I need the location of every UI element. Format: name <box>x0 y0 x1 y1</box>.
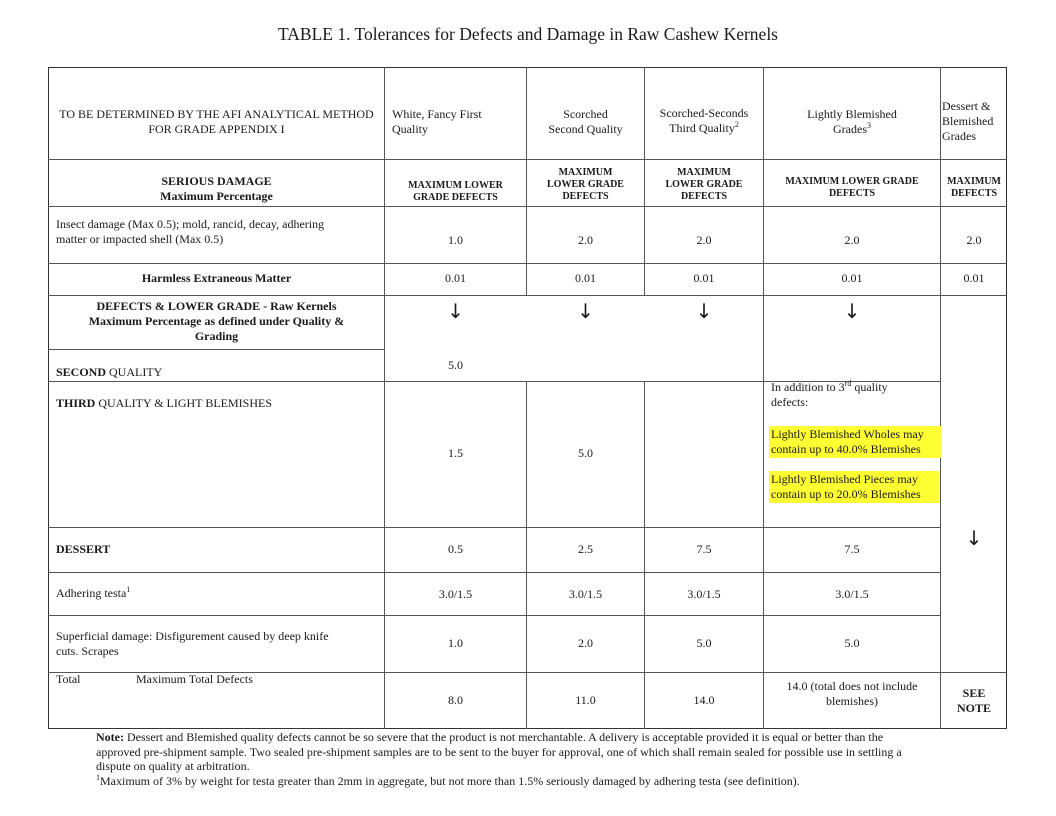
max-lower-grade-defects: MAXIMUM LOWER GRADE DEFECTS <box>665 167 743 202</box>
table-cell: 3.0/1.5 <box>835 587 869 601</box>
table-cell: 8.0 <box>448 693 463 707</box>
max-defects: MAXIMUM DEFECTS <box>947 176 1001 199</box>
table-cell: 0.5 <box>448 542 463 556</box>
max-total-defects-label: Maximum Total Defects <box>136 672 253 686</box>
table-cell: 2.5 <box>578 542 593 556</box>
table-cell: 2.0 <box>578 233 593 247</box>
table-cell: 0.01 <box>575 271 596 285</box>
table-cell: 2.0 <box>844 233 860 247</box>
blemished-wholes-note: Lightly Blemished Wholes may contain up to 40.0% Blemishes <box>771 427 924 456</box>
table-cell: 7.5 <box>844 542 860 556</box>
serious-damage-header: SERIOUS DAMAGE Maximum Percentage <box>160 174 273 203</box>
harmless-matter-label: Harmless Extraneous Matter <box>141 271 292 285</box>
table-cell: 11.0 <box>575 693 596 707</box>
second-quality-label: SECOND QUALITY <box>56 365 163 379</box>
col-header-scorched: Scorched Second Quality <box>548 107 623 136</box>
table-cell: 14.0 <box>693 693 715 707</box>
col-header-dessert-blemished: Dessert & Blemished Grades <box>942 99 994 143</box>
table-note: Note: Dessert and Blemished quality defects cannot be so severe that the product is not merchantable. A delivery is acceptable provided it is equal or better than the approved pre-shipment sample. Two sealed pre-shipment samples are to be sent to the buyer for approval, one of which shall remain sealed for possible use in settling a dispute on quality at arbitration. $^1$Maximum of 3% by weight for testa greater than 2mm in aggregate, but not more than 1.5% seriously damaged by adhering testa (see definition). <box>96 730 902 788</box>
total-label: Total <box>56 672 81 686</box>
row-divider <box>48 615 940 616</box>
table-cell: 2.0 <box>966 233 982 247</box>
table-title: TABLE 1. Tolerances for Defects and Damage in Raw Cashew Kernels <box>277 24 778 44</box>
row-divider <box>48 159 1007 160</box>
table-cell: 5.0 <box>578 446 593 460</box>
max-lower-grade-defects: MAXIMUM LOWER GRADE DEFECTS <box>408 180 503 203</box>
max-lower-grade-defects: MAXIMUM LOWER GRADE DEFECTS <box>547 167 624 202</box>
table-cell: 0.01 <box>841 271 863 285</box>
arrow-down-icon: ↓ <box>965 526 983 550</box>
dessert-label: DESSERT <box>56 542 111 556</box>
table-cell: 7.5 <box>696 542 712 556</box>
table-cell: 0.01 <box>963 271 985 285</box>
third-quality-label: THIRD QUALITY & LIGHT BLEMISHES <box>56 396 272 410</box>
arrow-down-icon: ↓ <box>843 299 861 323</box>
table-cell: 3.0/1.5 <box>438 587 473 601</box>
note-label: Note: <box>96 730 124 744</box>
table-cell: 1.0 <box>448 636 463 650</box>
arrow-down-icon: ↓ <box>695 299 713 323</box>
col-header-lightly-blemished: Lightly Blemished Grades$^3$ <box>807 107 897 136</box>
method-header: TO BE DETERMINED BY THE AFI ANALYTICAL METHOD FOR GRADE APPENDIX I <box>59 107 374 136</box>
arrow-down-icon: ↓ <box>447 299 464 323</box>
col-header-white-fancy: White, Fancy First Quality <box>392 107 482 136</box>
row-divider <box>48 572 940 573</box>
total-lightly-blemished: 14.0 (total does not include blemishes) <box>786 679 918 708</box>
table-cell: 5.0 <box>696 636 712 650</box>
col-divider <box>940 67 941 729</box>
lower-grade-header: DEFECTS & LOWER GRADE - Raw Kernels Maximum Percentage as defined under Quality & Grading <box>88 299 345 343</box>
col-divider <box>384 67 385 729</box>
table-cell: 1.0 <box>448 233 463 247</box>
see-note: SEE NOTE <box>956 686 991 715</box>
arrow-down-icon: ↓ <box>577 299 594 323</box>
max-lower-grade-defects: MAXIMUM LOWER GRADE DEFECTS <box>785 176 919 199</box>
table-cell: 0.01 <box>445 271 466 285</box>
row-divider <box>48 349 384 350</box>
col-header-scorched-seconds: Scorched-Seconds Third Quality$^2$ <box>659 106 749 135</box>
table-cell: 3.0/1.5 <box>568 587 603 601</box>
row-divider <box>48 263 1007 264</box>
superficial-damage-label: Superficial damage: Disfigurement caused by deep knife cuts. Scrapes <box>56 629 329 658</box>
table-cell: 2.0 <box>696 233 712 247</box>
table-cell: 2.0 <box>578 636 593 650</box>
table-cell: 0.01 <box>693 271 715 285</box>
blemished-pieces-note: Lightly Blemished Pieces may contain up to 20.0% Blemishes <box>771 472 921 501</box>
table-cell: 5.0 <box>448 358 463 372</box>
col-divider <box>763 67 764 729</box>
table-cell: 3.0/1.5 <box>687 587 721 601</box>
row-divider <box>48 206 1007 207</box>
table-cell: 1.5 <box>448 446 463 460</box>
adhering-testa-label: Adhering testa$^1$ <box>56 585 131 600</box>
table-cell: 5.0 <box>844 636 860 650</box>
third-quality-note: In addition to 3rd quality defects: <box>771 379 888 409</box>
row-divider <box>48 527 940 528</box>
insect-damage-label: Insect damage (Max 0.5); mold, rancid, decay, adhering matter or impacted shell (Max 0.5) <box>56 217 325 246</box>
row-divider <box>48 295 1007 296</box>
